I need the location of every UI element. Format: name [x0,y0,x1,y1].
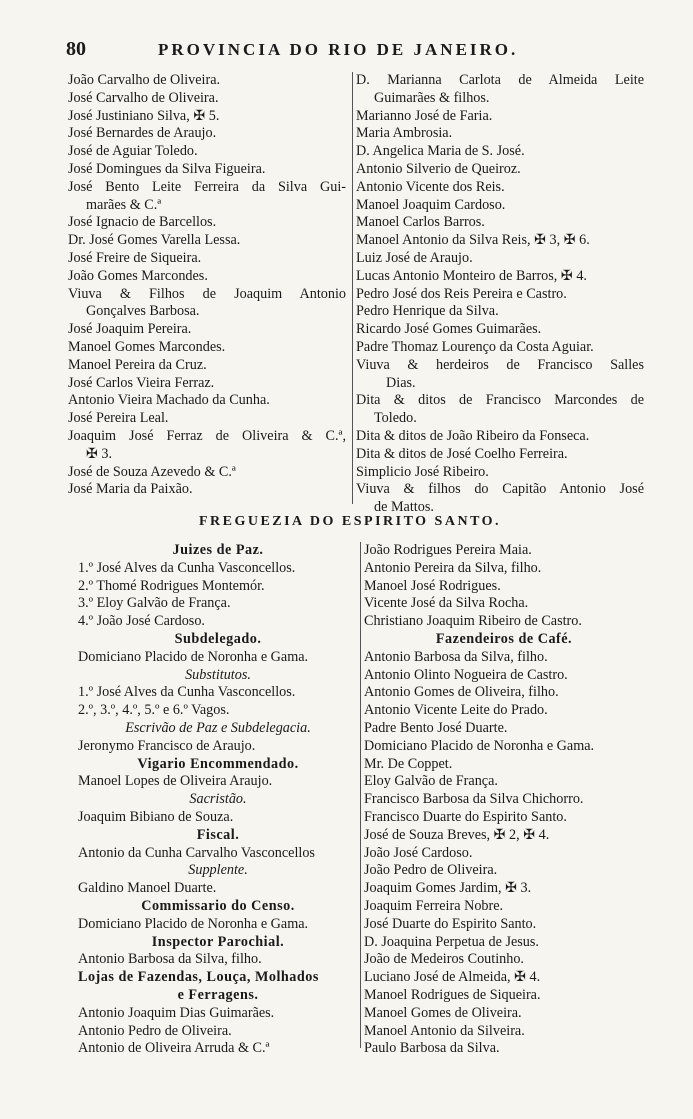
list-item: Joaquim Gomes Jardim, ✠ 3. [364,880,532,897]
list-item: Viuva & Filhos de Joaquim Antonio [68,285,346,302]
list-item: José de Souza Breves, ✠ 2, ✠ 4. [364,826,550,843]
list-item: Marianno José de Faria. [356,107,493,124]
list-item: João Carvalho de Oliveira. [68,72,221,88]
list-item: Luiz José de Araujo. [356,249,473,266]
list-item: Eloy Galvão de França. [364,773,498,790]
list-item: Domiciano Placido de Noronha e Gama. [78,648,309,665]
list-item: Mr. De Coppet. [364,755,453,772]
list-item: 4.º João José Cardoso. [78,613,205,630]
list-item: José Pereira Leal. [68,410,169,427]
list-item: Padre Bento José Duarte. [364,719,508,736]
list-item: Manoel Antonio da Silveira. [364,1022,525,1039]
list-item: Joaquim Bibiano de Souza. [78,808,234,825]
list-item: Pedro José dos Reis Pereira e Castro. [356,285,567,302]
list-item: Dita & ditos de João Ribeiro da Fonseca. [356,427,590,444]
list-item: Viuva & herdeiros de Francisco Salles [356,356,644,373]
bottom-right-column [364,542,644,1058]
list-item: Manoel José Rodrigues. [364,577,501,594]
list-item: José Domingues da Silva Figueira. [68,160,266,177]
list-item: Jeronymo Francisco de Araujo. [78,737,256,754]
list-item-continuation: Toledo. [374,410,417,427]
list-item: Antonio Pereira da Silva, filho. [364,559,542,576]
list-item: Antonio Barbosa da Silva, filho. [364,648,548,665]
list-item-continuation: marães & C.ª [86,196,162,213]
list-item: Luciano José de Almeida, ✠ 4. [364,969,541,986]
top-left-column [68,72,346,499]
subsection-heading: Vigario Encommendado. [137,755,299,772]
list-item: Vicente José da Silva Rocha. [364,595,529,612]
list-item: José Duarte do Espirito Santo. [364,915,537,932]
list-item: José de Aguiar Toledo. [68,143,198,160]
list-item-continuation: Gonçalves Barbosa. [86,303,200,320]
list-item: José Carvalho de Oliveira. [68,89,219,106]
list-item: Antonio Vicente dos Reis. [356,178,505,195]
list-item: João de Medeiros Coutinho. [364,951,524,968]
list-item: José Freire de Siqueira. [68,249,202,266]
list-item: Pedro Henrique da Silva. [356,303,499,320]
list-item: Francisco Duarte do Espirito Santo. [364,808,567,825]
list-item: Manoel Gomes de Oliveira. [364,1004,522,1021]
list-item: Manoel Gomes Marcondes. [68,338,226,355]
list-item: Christiano Joaquim Ribeiro de Castro. [364,613,582,630]
subsection-label: Escrivão de Paz e Subdelegacia. [125,719,311,736]
list-item: Paulo Barbosa da Silva. [364,1040,500,1057]
list-item: José Bernardes de Araujo. [68,125,217,142]
subsection-heading: Subdelegado. [174,630,262,647]
list-item: João Rodrigues Pereira Maia. [364,542,532,558]
subsection-heading: Lojas de Fazendas, Louça, Molhados [78,969,319,986]
list-item: Dita & ditos de José Coelho Ferreira. [356,445,568,462]
top-right-column [356,72,644,517]
list-item-continuation: Guimarães & filhos. [374,89,490,106]
list-item: Ricardo José Gomes Guimarães. [356,321,542,338]
list-item: 1.º José Alves da Cunha Vasconcellos. [78,559,296,576]
list-item: Simplicio José Ribeiro. [356,463,489,480]
subsection-label: Sacristão. [189,791,247,808]
subsection-heading: Fiscal. [196,826,240,843]
list-item: Francisco Barbosa da Silva Chichorro. [364,791,584,808]
list-item: Antonio Pedro de Oliveira. [78,1022,232,1039]
subsection-heading: Inspector Parochial. [151,933,285,950]
list-item: D. Angelica Maria de S. José. [356,143,525,160]
list-item: Manoel Carlos Barros. [356,214,485,231]
list-item: Padre Thomaz Lourenço da Costa Aguiar. [356,338,594,355]
bottom-left-column [78,542,358,1058]
list-item: Antonio Barbosa da Silva, filho. [78,951,262,968]
list-item: Antonio Gomes de Oliveira, filho. [364,684,559,701]
list-item: José Carlos Vieira Ferraz. [68,374,215,391]
list-item: Maria Ambrosia. [356,125,453,142]
list-item: 2.º, 3.º, 4.º, 5.º e 6.º Vagos. [78,702,230,719]
page-title: PROVINCIA DO RIO DE JANEIRO. [158,40,519,59]
list-item: Domiciano Placido de Noronha e Gama. [78,915,309,932]
list-item: José Ignacio de Barcellos. [68,214,217,231]
list-item: Antonio Vieira Machado da Cunha. [68,392,270,409]
list-item: Joaquim Ferreira Nobre. [364,897,504,914]
list-item: Antonio da Cunha Carvalho Vasconcellos [78,844,315,861]
list-item: Antonio de Oliveira Arruda & C.ª [78,1040,270,1057]
list-item: João Pedro de Oliveira. [364,862,498,879]
list-item: Antonio Joaquim Dias Guimarães. [78,1004,275,1021]
list-item-continuation: ✠ 3. [86,445,113,462]
list-item: 1.º José Alves da Cunha Vasconcellos. [78,684,296,701]
list-item: Antonio Olinto Nogueira de Castro. [364,666,568,683]
page-header [66,38,641,62]
list-item: D. Joaquina Perpetua de Jesus. [364,933,539,950]
list-item: Lucas Antonio Monteiro de Barros, ✠ 4. [356,267,587,284]
list-item: Manoel Lopes de Oliveira Araujo. [78,773,273,790]
list-item: Antonio Vicente Leite do Prado. [364,702,548,719]
subsection-heading: Commissario do Censo. [141,897,295,914]
list-item: Manoel Joaquim Cardoso. [356,196,506,213]
page-number: 80 [66,38,86,60]
subsection-heading: e Ferragens. [177,986,259,1003]
list-item: José de Souza Azevedo & C.ª [68,463,236,480]
list-item: Domiciano Placido de Noronha e Gama. [364,737,595,754]
list-item: Viuva & filhos do Capitão Antonio José [356,481,644,498]
list-item: Galdino Manoel Duarte. [78,880,217,897]
subsection-label: Substitutos. [185,666,251,683]
list-item: 2.º Thomé Rodrigues Montemór. [78,577,265,594]
subsection-heading: Juizes de Paz. [172,542,264,558]
list-item: João Gomes Marcondes. [68,267,208,284]
list-item: Manoel Pereira da Cruz. [68,356,207,373]
list-item: 3.º Eloy Galvão de França. [78,595,231,612]
list-item: José Bento Leite Ferreira da Silva Gui- [68,178,346,195]
list-item: Joaquim José Ferraz de Oliveira & C.ª, [68,427,346,444]
list-item-continuation: de Mattos. [374,499,434,516]
column-divider [360,542,361,1048]
list-item-continuation: Dias. [386,374,416,391]
column-divider [352,72,353,504]
list-item: José Maria da Paixão. [68,481,193,498]
list-item: José Justiniano Silva, ✠ 5. [68,107,220,124]
list-item: Manoel Antonio da Silva Reis, ✠ 3, ✠ 6. [356,232,590,249]
subsection-label: Supplente. [188,862,248,879]
list-item: Antonio Silverio de Queiroz. [356,160,521,177]
list-item: Dr. José Gomes Varella Lessa. [68,232,241,249]
list-item: D. Marianna Carlota de Almeida Leite [356,72,644,88]
section-heading: FREGUEZIA DO ESPIRITO SANTO. [198,514,502,529]
list-item: Manoel Rodrigues de Siqueira. [364,986,541,1003]
list-item: José Joaquim Pereira. [68,321,192,338]
list-item: Dita & ditos de Francisco Marcondes de [356,392,644,409]
list-item: João José Cardoso. [364,844,473,861]
subsection-heading: Fazendeiros de Café. [435,630,573,647]
